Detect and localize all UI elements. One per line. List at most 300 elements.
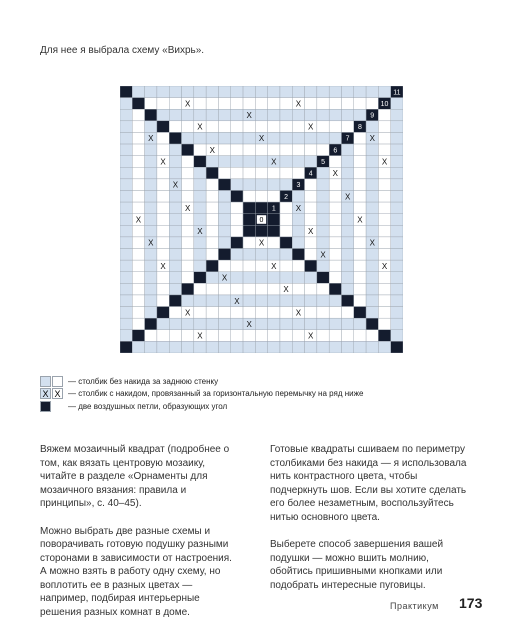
legend-swatch-x-light: X <box>40 388 51 399</box>
grid-cell <box>317 86 329 98</box>
row-number-label: 10 <box>380 100 389 108</box>
grid-cell <box>255 272 267 284</box>
grid-cell <box>182 237 194 249</box>
grid-cell <box>329 330 341 342</box>
grid-cell <box>292 86 304 98</box>
row-number-label: 1 <box>271 205 276 213</box>
grid-cell <box>378 202 390 214</box>
grid-cell <box>341 156 353 168</box>
grid-cell <box>329 283 341 295</box>
grid-cell <box>255 283 267 295</box>
grid-cell <box>206 214 218 226</box>
grid-cell <box>341 86 353 98</box>
grid-cell <box>317 341 329 353</box>
grid-cell <box>132 272 144 284</box>
grid-cell <box>194 190 206 202</box>
grid-cell <box>218 283 230 295</box>
grid-cell <box>218 307 230 319</box>
grid-cell <box>182 318 194 330</box>
grid-cell <box>317 330 329 342</box>
grid-cell <box>120 121 132 133</box>
grid-cell <box>268 307 280 319</box>
grid-cell <box>280 109 292 121</box>
grid-cell <box>157 283 169 295</box>
grid-cell <box>366 190 378 202</box>
grid-cell <box>378 272 390 284</box>
x-mark: X <box>308 122 314 132</box>
grid-cell <box>169 225 181 237</box>
grid-cell <box>280 214 292 226</box>
grid-cell <box>268 318 280 330</box>
grid-cell <box>157 98 169 110</box>
grid-cell <box>329 109 341 121</box>
grid-cell <box>206 260 218 272</box>
grid-cell <box>280 272 292 284</box>
grid-cell <box>268 86 280 98</box>
grid-cell <box>120 307 132 319</box>
grid-cell <box>182 167 194 179</box>
grid-cell <box>317 307 329 319</box>
grid-cell <box>145 260 157 272</box>
grid-cell <box>132 237 144 249</box>
grid-cell <box>317 214 329 226</box>
grid-cell <box>132 341 144 353</box>
grid-cell <box>132 307 144 319</box>
grid-cell <box>329 225 341 237</box>
grid-cell <box>243 156 255 168</box>
grid-cell <box>354 237 366 249</box>
x-mark: X <box>148 134 154 144</box>
grid-cell <box>120 179 132 191</box>
grid-cell <box>243 202 255 214</box>
grid-cell <box>378 190 390 202</box>
grid-cell <box>329 260 341 272</box>
grid-cell <box>354 98 366 110</box>
x-mark: X <box>172 180 179 190</box>
grid-cell <box>366 121 378 133</box>
grid-cell <box>391 98 403 110</box>
grid-cell <box>243 167 255 179</box>
grid-cell <box>305 156 317 168</box>
row-number-label: 3 <box>296 182 301 190</box>
grid-cell <box>341 202 353 214</box>
grid-cell <box>292 121 304 133</box>
grid-cell <box>243 132 255 144</box>
grid-cell <box>169 330 181 342</box>
grid-cell <box>169 121 181 133</box>
grid-cell <box>218 214 230 226</box>
grid-cell <box>231 179 243 191</box>
grid-cell <box>378 295 390 307</box>
grid-cell <box>145 330 157 342</box>
grid-cell <box>145 144 157 156</box>
grid-cell <box>218 341 230 353</box>
grid-cell <box>292 156 304 168</box>
x-mark: X <box>185 203 191 213</box>
grid-cell <box>218 237 230 249</box>
grid-cell <box>194 86 206 98</box>
legend-label-light: — столбик без накида за заднюю стенку <box>68 376 219 386</box>
grid-cell <box>243 341 255 353</box>
grid-cell <box>317 237 329 249</box>
grid-cell <box>169 307 181 319</box>
grid-cell <box>169 109 181 121</box>
grid-cell <box>354 156 366 168</box>
x-mark: X <box>197 122 203 132</box>
grid-cell <box>206 86 218 98</box>
grid-cell <box>317 144 329 156</box>
grid-cell <box>218 156 230 168</box>
grid-cell <box>145 249 157 261</box>
legend-row-dark <box>40 400 420 413</box>
x-mark: X <box>258 134 265 144</box>
grid-cell <box>292 167 304 179</box>
grid-cell <box>280 202 292 214</box>
grid-cell <box>366 98 378 110</box>
grid-cell <box>132 121 144 133</box>
grid-cell <box>145 202 157 214</box>
grid-cell <box>391 318 403 330</box>
grid-cell <box>280 179 292 191</box>
grid-cell <box>255 202 267 214</box>
grid-cell <box>231 109 243 121</box>
grid-cell <box>157 179 169 191</box>
legend-row-light <box>40 375 420 388</box>
grid-cell <box>305 260 317 272</box>
x-mark: X <box>308 331 314 341</box>
grid-cell <box>145 121 157 133</box>
grid-cell <box>157 109 169 121</box>
grid-cell <box>120 132 132 144</box>
grid-cell <box>366 202 378 214</box>
grid-cell <box>378 341 390 353</box>
grid-cell <box>206 179 218 191</box>
grid-cell <box>169 202 181 214</box>
grid-cell <box>206 237 218 249</box>
grid-cell <box>231 156 243 168</box>
grid-cell <box>354 167 366 179</box>
grid-cell <box>305 190 317 202</box>
grid-cell <box>341 283 353 295</box>
grid-cell <box>391 295 403 307</box>
grid-cell <box>305 341 317 353</box>
grid-cell <box>194 318 206 330</box>
grid-cell <box>354 307 366 319</box>
grid-cell <box>255 307 267 319</box>
grid-cell <box>194 341 206 353</box>
grid-cell <box>194 237 206 249</box>
grid-cell <box>169 341 181 353</box>
grid-cell <box>182 249 194 261</box>
grid-cell <box>391 121 403 133</box>
grid-cell <box>317 318 329 330</box>
grid-cell <box>206 272 218 284</box>
grid-cell <box>157 249 169 261</box>
grid-cell <box>231 190 243 202</box>
grid-cell <box>243 260 255 272</box>
grid-cell <box>206 225 218 237</box>
legend-label-dark: — две воздушных петли, образующих угол <box>68 401 228 411</box>
grid-cell <box>305 109 317 121</box>
grid-cell <box>341 109 353 121</box>
grid-cell <box>280 167 292 179</box>
grid-cell <box>194 272 206 284</box>
grid-cell <box>329 237 341 249</box>
legend-swatch-group-x <box>40 388 64 399</box>
grid-cell <box>206 109 218 121</box>
grid-cell <box>354 190 366 202</box>
grid-cell <box>132 179 144 191</box>
grid-cell <box>169 98 181 110</box>
grid-cell <box>206 190 218 202</box>
grid-cell <box>206 202 218 214</box>
grid-cell <box>206 330 218 342</box>
x-mark: X <box>271 261 277 271</box>
grid-cell <box>305 295 317 307</box>
grid-cell <box>206 132 218 144</box>
grid-cell <box>231 307 243 319</box>
grid-cell <box>329 121 341 133</box>
grid-cell <box>243 295 255 307</box>
grid-cell <box>341 167 353 179</box>
grid-cell <box>329 307 341 319</box>
grid-cell <box>378 179 390 191</box>
grid-cell <box>292 237 304 249</box>
grid-cell <box>157 214 169 226</box>
grid-cell <box>341 237 353 249</box>
grid-cell <box>145 86 157 98</box>
grid-cell <box>354 202 366 214</box>
grid-cell <box>169 272 181 284</box>
grid-cell <box>255 341 267 353</box>
grid-cell <box>182 341 194 353</box>
row-number-label: 9 <box>370 112 375 120</box>
grid-cell <box>268 121 280 133</box>
grid-cell <box>366 86 378 98</box>
x-mark: X <box>148 238 154 248</box>
grid-cell <box>120 295 132 307</box>
grid-cell <box>329 202 341 214</box>
x-mark: X <box>197 331 203 341</box>
grid-cell <box>120 167 132 179</box>
grid-cell <box>268 249 280 261</box>
grid-cell <box>280 144 292 156</box>
grid-cell <box>366 225 378 237</box>
x-mark: X <box>185 308 191 318</box>
legend-label-x: — столбик с накидом, провязанный за горизонтальную перемычку на ряд ниже <box>68 389 364 399</box>
grid-cell <box>231 283 243 295</box>
x-mark: X <box>381 261 388 271</box>
grid-cell <box>231 121 243 133</box>
row-number-label: 7 <box>345 135 350 143</box>
x-mark: X <box>197 227 203 237</box>
grid-cell <box>329 132 341 144</box>
x-mark: X <box>295 99 302 109</box>
grid-cell <box>391 283 403 295</box>
grid-cell <box>255 190 267 202</box>
grid-cell <box>145 318 157 330</box>
grid-cell <box>317 167 329 179</box>
x-mark: X <box>209 145 215 155</box>
grid-cell <box>182 272 194 284</box>
grid-cell <box>354 86 366 98</box>
grid-cell <box>354 341 366 353</box>
grid-cell <box>305 98 317 110</box>
grid-cell <box>292 249 304 261</box>
grid-cell <box>182 132 194 144</box>
grid-cell <box>354 330 366 342</box>
grid-cell <box>132 132 144 144</box>
grid-cell <box>182 283 194 295</box>
grid-cell <box>329 98 341 110</box>
x-mark: X <box>221 273 228 283</box>
grid-cell <box>317 272 329 284</box>
grid-cell <box>268 132 280 144</box>
grid-cell <box>391 156 403 168</box>
grid-cell <box>317 179 329 191</box>
grid-cell <box>243 307 255 319</box>
grid-cell <box>354 132 366 144</box>
grid-cell <box>280 318 292 330</box>
row-number-label: 11 <box>393 89 401 97</box>
grid-cell <box>341 341 353 353</box>
x-mark: X <box>381 157 388 167</box>
grid-cell <box>280 260 292 272</box>
grid-cell <box>354 318 366 330</box>
grid-cell <box>354 283 366 295</box>
grid-cell <box>194 167 206 179</box>
grid-cell <box>354 249 366 261</box>
grid-cell <box>132 98 144 110</box>
grid-cell <box>169 190 181 202</box>
grid-cell <box>206 295 218 307</box>
grid-cell <box>255 86 267 98</box>
grid-cell <box>218 318 230 330</box>
grid-cell <box>268 190 280 202</box>
x-mark: X <box>369 238 375 248</box>
grid-cell <box>292 214 304 226</box>
grid-cell <box>231 144 243 156</box>
grid-cell <box>317 202 329 214</box>
grid-cell <box>132 249 144 261</box>
grid-cell <box>120 144 132 156</box>
grid-cell <box>329 249 341 261</box>
grid-cell <box>218 202 230 214</box>
x-mark: X <box>160 157 166 167</box>
grid-cell <box>391 144 403 156</box>
grid-cell <box>132 283 144 295</box>
grid-cell <box>120 98 132 110</box>
grid-cell <box>341 214 353 226</box>
grid-cell <box>378 109 390 121</box>
grid-cell <box>132 295 144 307</box>
grid-cell <box>354 260 366 272</box>
grid-cell <box>157 341 169 353</box>
grid-cell <box>206 318 218 330</box>
grid-cell <box>132 260 144 272</box>
grid-cell <box>268 98 280 110</box>
grid-cell <box>354 144 366 156</box>
grid-cell <box>132 330 144 342</box>
grid-cell <box>243 225 255 237</box>
grid-cell <box>255 330 267 342</box>
grid-cell <box>145 272 157 284</box>
grid-cell <box>243 249 255 261</box>
grid-cell <box>182 109 194 121</box>
grid-cell <box>366 307 378 319</box>
grid-cell <box>169 283 181 295</box>
grid-cell <box>329 272 341 284</box>
grid-cell <box>341 260 353 272</box>
grid-cell <box>157 190 169 202</box>
x-mark: X <box>246 111 252 121</box>
grid-cell <box>255 167 267 179</box>
grid-cell <box>169 132 181 144</box>
grid-cell <box>243 330 255 342</box>
legend-swatch-white <box>52 376 63 387</box>
grid-cell <box>391 109 403 121</box>
grid-cell <box>182 179 194 191</box>
grid-cell <box>194 283 206 295</box>
grid-cell <box>206 341 218 353</box>
grid-cell <box>366 144 378 156</box>
grid-cell <box>194 260 206 272</box>
grid-cell <box>194 144 206 156</box>
x-mark: X <box>308 227 314 237</box>
grid-cell <box>341 144 353 156</box>
grid-cell <box>255 179 267 191</box>
grid-cell <box>120 341 132 353</box>
grid-cell <box>391 214 403 226</box>
grid-cell <box>378 249 390 261</box>
grid-cell <box>120 109 132 121</box>
grid-cell <box>132 225 144 237</box>
grid-cell <box>378 225 390 237</box>
grid-cell <box>268 237 280 249</box>
grid-cell <box>194 249 206 261</box>
grid-cell <box>145 190 157 202</box>
grid-cell <box>194 295 206 307</box>
grid-cell <box>231 98 243 110</box>
grid-cell <box>157 330 169 342</box>
footer-section-label: Практикум <box>390 601 439 611</box>
grid-cell <box>120 156 132 168</box>
grid-cell <box>157 86 169 98</box>
x-mark: X <box>369 134 375 144</box>
grid-cell <box>292 109 304 121</box>
grid-cell <box>132 202 144 214</box>
grid-cell <box>132 109 144 121</box>
legend-swatch-x-white: X <box>52 388 63 399</box>
grid-cell <box>169 144 181 156</box>
grid-cell <box>391 260 403 272</box>
grid-cell <box>169 318 181 330</box>
grid-cell <box>120 237 132 249</box>
grid-cell <box>391 330 403 342</box>
grid-cell <box>157 132 169 144</box>
grid-cell <box>169 214 181 226</box>
grid-cell <box>145 156 157 168</box>
grid-cell <box>132 318 144 330</box>
grid-cell <box>206 167 218 179</box>
grid-cell <box>317 225 329 237</box>
grid-cell <box>182 214 194 226</box>
grid-cell <box>280 86 292 98</box>
grid-cell <box>194 179 206 191</box>
grid-cell <box>329 179 341 191</box>
grid-cell <box>354 225 366 237</box>
grid-cell <box>329 214 341 226</box>
